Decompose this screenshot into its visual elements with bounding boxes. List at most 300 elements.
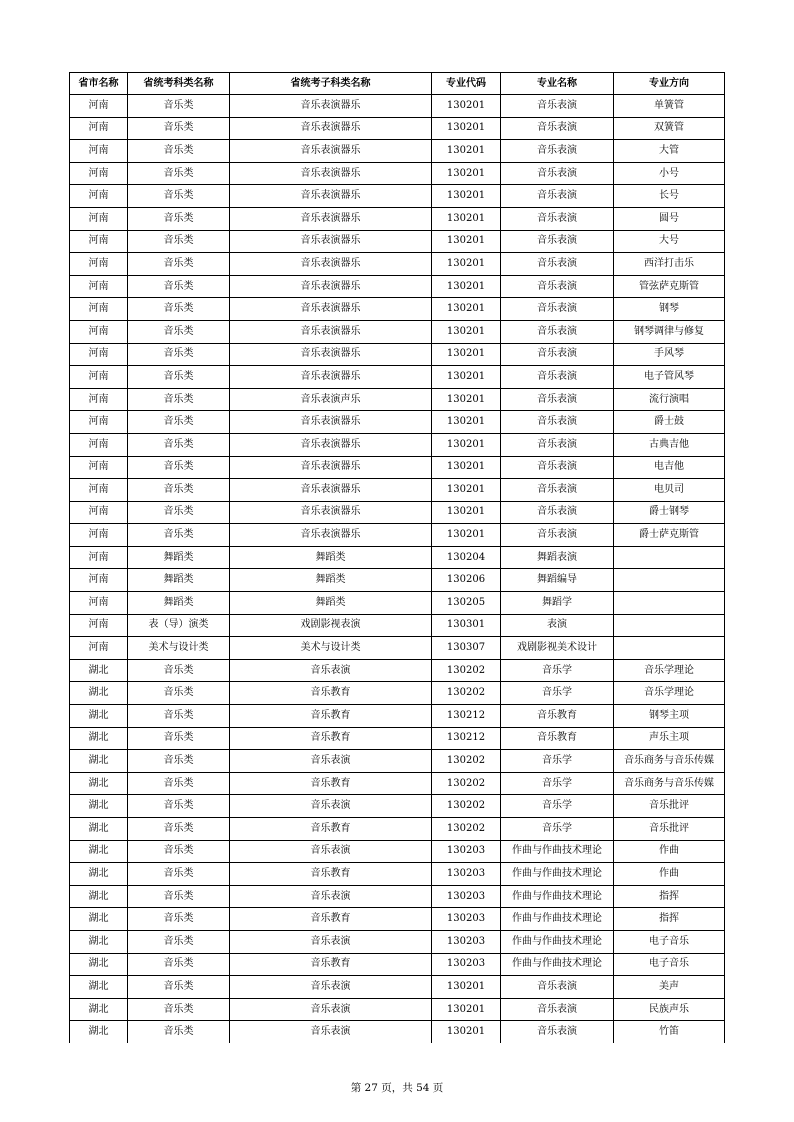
table-row	[70, 95, 725, 118]
cell-exam-subcategory: 音乐教育	[230, 705, 432, 728]
table-header-row	[70, 73, 725, 95]
table-row	[70, 343, 725, 366]
cell-major-direction: 电子管风琴	[614, 366, 725, 389]
cell-major-name: 音乐学	[501, 750, 614, 773]
cell-exam-subcategory: 音乐表演	[230, 840, 432, 863]
cell-major-direction: 单簧管	[614, 95, 725, 118]
cell-province: 河南	[70, 592, 128, 615]
cell-exam-subcategory: 音乐教育	[230, 908, 432, 931]
cell-major-direction: 钢琴调律与修复	[614, 320, 725, 343]
cell-major-direction	[614, 614, 725, 637]
table-row	[70, 953, 725, 976]
cell-major-direction: 作曲	[614, 840, 725, 863]
cell-exam-subcategory: 音乐教育	[230, 863, 432, 886]
cell-exam-category: 音乐类	[128, 162, 230, 185]
cell-exam-category: 音乐类	[128, 117, 230, 140]
cell-major-code: 130201	[432, 207, 501, 230]
cell-major-direction: 管弦萨克斯管	[614, 275, 725, 298]
cell-exam-category: 音乐类	[128, 524, 230, 547]
cell-exam-subcategory: 音乐表演器乐	[230, 433, 432, 456]
cell-major-direction: 音乐批评	[614, 818, 725, 841]
cell-exam-subcategory: 音乐教育	[230, 682, 432, 705]
cell-major-code: 130201	[432, 433, 501, 456]
cell-major-direction: 电吉他	[614, 456, 725, 479]
cell-major-code: 130201	[432, 388, 501, 411]
header-major-name: 专业名称	[501, 73, 614, 95]
cell-major-name: 音乐学	[501, 682, 614, 705]
cell-major-direction	[614, 546, 725, 569]
cell-exam-category: 美术与设计类	[128, 637, 230, 660]
cell-exam-subcategory: 音乐表演	[230, 750, 432, 773]
cell-province: 河南	[70, 433, 128, 456]
cell-exam-category: 音乐类	[128, 501, 230, 524]
cell-exam-subcategory: 音乐表演器乐	[230, 162, 432, 185]
cell-province: 湖北	[70, 750, 128, 773]
cell-exam-category: 音乐类	[128, 818, 230, 841]
cell-major-name: 音乐表演	[501, 230, 614, 253]
cell-major-code: 130301	[432, 614, 501, 637]
table-row	[70, 479, 725, 502]
cell-major-name: 音乐表演	[501, 253, 614, 276]
cell-major-direction: 爵士鼓	[614, 411, 725, 434]
cell-major-name: 音乐表演	[501, 433, 614, 456]
cell-major-code: 130201	[432, 185, 501, 208]
cell-exam-subcategory: 音乐表演	[230, 998, 432, 1021]
cell-province: 湖北	[70, 1021, 128, 1043]
cell-province: 湖北	[70, 659, 128, 682]
cell-major-code: 130201	[432, 1021, 501, 1043]
admissions-table	[69, 72, 725, 1043]
cell-province: 湖北	[70, 863, 128, 886]
table-row	[70, 298, 725, 321]
table-row	[70, 818, 725, 841]
cell-province: 河南	[70, 117, 128, 140]
cell-major-direction: 圆号	[614, 207, 725, 230]
cell-major-direction: 作曲	[614, 863, 725, 886]
table-row	[70, 140, 725, 163]
cell-exam-category: 音乐类	[128, 885, 230, 908]
cell-province: 河南	[70, 253, 128, 276]
table-row	[70, 366, 725, 389]
cell-major-direction: 指挥	[614, 908, 725, 931]
table-row	[70, 682, 725, 705]
cell-major-name: 舞蹈表演	[501, 546, 614, 569]
cell-exam-category: 音乐类	[128, 207, 230, 230]
cell-major-direction: 钢琴	[614, 298, 725, 321]
cell-major-name: 音乐表演	[501, 998, 614, 1021]
cell-exam-category: 舞蹈类	[128, 569, 230, 592]
cell-major-name: 音乐表演	[501, 95, 614, 118]
cell-major-code: 130202	[432, 772, 501, 795]
table-row	[70, 998, 725, 1021]
cell-province: 河南	[70, 95, 128, 118]
cell-exam-category: 音乐类	[128, 930, 230, 953]
cell-exam-subcategory: 舞蹈类	[230, 569, 432, 592]
cell-province: 河南	[70, 524, 128, 547]
cell-major-name: 音乐学	[501, 818, 614, 841]
cell-exam-category: 音乐类	[128, 140, 230, 163]
cell-exam-category: 音乐类	[128, 659, 230, 682]
cell-major-code: 130202	[432, 795, 501, 818]
cell-major-direction: 手风琴	[614, 343, 725, 366]
cell-exam-category: 音乐类	[128, 976, 230, 999]
cell-major-code: 130203	[432, 953, 501, 976]
header-province: 省市名称	[70, 73, 128, 95]
cell-major-name: 音乐表演	[501, 1021, 614, 1043]
cell-exam-subcategory: 音乐表演器乐	[230, 275, 432, 298]
table-row	[70, 772, 725, 795]
cell-exam-category: 音乐类	[128, 253, 230, 276]
table-body	[70, 95, 725, 1043]
cell-major-direction: 双簧管	[614, 117, 725, 140]
cell-exam-subcategory: 戏剧影视表演	[230, 614, 432, 637]
cell-major-name: 音乐表演	[501, 501, 614, 524]
page-number: 第 27 页，共 54 页	[350, 1082, 444, 1094]
cell-major-code: 130201	[432, 275, 501, 298]
table-row	[70, 162, 725, 185]
cell-province: 河南	[70, 185, 128, 208]
cell-major-direction: 音乐学理论	[614, 682, 725, 705]
cell-province: 湖北	[70, 795, 128, 818]
cell-major-direction	[614, 569, 725, 592]
cell-province: 湖北	[70, 772, 128, 795]
cell-exam-subcategory: 音乐教育	[230, 953, 432, 976]
cell-major-code: 130201	[432, 298, 501, 321]
cell-province: 湖北	[70, 953, 128, 976]
cell-province: 河南	[70, 230, 128, 253]
cell-exam-subcategory: 音乐表演器乐	[230, 411, 432, 434]
cell-major-direction: 爵士钢琴	[614, 501, 725, 524]
cell-major-code: 130201	[432, 343, 501, 366]
header-major-direction: 专业方向	[614, 73, 725, 95]
cell-major-direction: 音乐商务与音乐传媒	[614, 772, 725, 795]
cell-major-code: 130203	[432, 863, 501, 886]
cell-province: 河南	[70, 162, 128, 185]
cell-province: 湖北	[70, 818, 128, 841]
cell-major-code: 130203	[432, 908, 501, 931]
table-row	[70, 524, 725, 547]
cell-major-direction: 长号	[614, 185, 725, 208]
cell-exam-subcategory: 音乐表演器乐	[230, 207, 432, 230]
cell-province: 湖北	[70, 727, 128, 750]
cell-major-code: 130201	[432, 479, 501, 502]
cell-major-name: 音乐学	[501, 659, 614, 682]
table-row	[70, 411, 725, 434]
table-row	[70, 908, 725, 931]
cell-exam-subcategory: 音乐表演器乐	[230, 456, 432, 479]
cell-exam-subcategory: 音乐教育	[230, 818, 432, 841]
cell-province: 河南	[70, 275, 128, 298]
cell-province: 河南	[70, 298, 128, 321]
cell-exam-subcategory: 音乐表演器乐	[230, 320, 432, 343]
cell-major-name: 音乐表演	[501, 479, 614, 502]
cell-exam-category: 音乐类	[128, 953, 230, 976]
table-row	[70, 863, 725, 886]
cell-exam-subcategory: 音乐表演器乐	[230, 501, 432, 524]
table-row	[70, 592, 725, 615]
cell-major-code: 130212	[432, 727, 501, 750]
table-row	[70, 885, 725, 908]
cell-exam-subcategory: 音乐表演器乐	[230, 253, 432, 276]
cell-exam-subcategory: 音乐表演器乐	[230, 366, 432, 389]
cell-major-code: 130201	[432, 976, 501, 999]
cell-province: 河南	[70, 546, 128, 569]
cell-province: 湖北	[70, 705, 128, 728]
cell-exam-subcategory: 音乐表演	[230, 659, 432, 682]
cell-major-code: 130201	[432, 95, 501, 118]
cell-province: 河南	[70, 343, 128, 366]
cell-major-name: 作曲与作曲技术理论	[501, 840, 614, 863]
cell-exam-category: 音乐类	[128, 795, 230, 818]
cell-major-code: 130202	[432, 750, 501, 773]
cell-exam-subcategory: 音乐表演器乐	[230, 343, 432, 366]
cell-exam-subcategory: 音乐表演器乐	[230, 524, 432, 547]
cell-exam-subcategory: 音乐表演	[230, 795, 432, 818]
cell-major-direction: 流行演唱	[614, 388, 725, 411]
table-row	[70, 546, 725, 569]
cell-exam-subcategory: 舞蹈类	[230, 546, 432, 569]
cell-major-name: 音乐表演	[501, 275, 614, 298]
cell-major-direction: 大号	[614, 230, 725, 253]
cell-major-name: 音乐表演	[501, 140, 614, 163]
cell-major-direction: 大管	[614, 140, 725, 163]
cell-major-code: 130201	[432, 117, 501, 140]
cell-exam-category: 音乐类	[128, 366, 230, 389]
cell-exam-subcategory: 音乐教育	[230, 772, 432, 795]
cell-major-direction	[614, 637, 725, 660]
cell-province: 河南	[70, 614, 128, 637]
table-row	[70, 1021, 725, 1043]
cell-exam-category: 音乐类	[128, 411, 230, 434]
cell-exam-category: 表（导）演类	[128, 614, 230, 637]
cell-exam-category: 音乐类	[128, 682, 230, 705]
cell-province: 湖北	[70, 976, 128, 999]
cell-major-code: 130201	[432, 253, 501, 276]
cell-province: 河南	[70, 637, 128, 660]
cell-province: 湖北	[70, 998, 128, 1021]
cell-exam-category: 音乐类	[128, 840, 230, 863]
cell-major-name: 音乐学	[501, 772, 614, 795]
cell-exam-subcategory: 音乐表演声乐	[230, 388, 432, 411]
cell-exam-category: 音乐类	[128, 727, 230, 750]
cell-major-code: 130201	[432, 998, 501, 1021]
cell-major-direction: 音乐批评	[614, 795, 725, 818]
cell-major-direction: 小号	[614, 162, 725, 185]
cell-exam-category: 舞蹈类	[128, 592, 230, 615]
cell-exam-category: 音乐类	[128, 456, 230, 479]
cell-exam-category: 音乐类	[128, 705, 230, 728]
cell-major-direction: 音乐学理论	[614, 659, 725, 682]
cell-major-code: 130206	[432, 569, 501, 592]
cell-province: 河南	[70, 320, 128, 343]
cell-exam-category: 音乐类	[128, 185, 230, 208]
cell-province: 湖北	[70, 930, 128, 953]
cell-major-code: 130201	[432, 162, 501, 185]
cell-major-direction: 古典吉他	[614, 433, 725, 456]
cell-major-direction: 爵士萨克斯管	[614, 524, 725, 547]
table-row	[70, 117, 725, 140]
cell-major-code: 130201	[432, 320, 501, 343]
cell-exam-category: 音乐类	[128, 95, 230, 118]
cell-major-code: 130212	[432, 705, 501, 728]
cell-major-name: 音乐表演	[501, 343, 614, 366]
cell-province: 湖北	[70, 682, 128, 705]
cell-province: 河南	[70, 140, 128, 163]
cell-major-name: 音乐表演	[501, 117, 614, 140]
cell-province: 河南	[70, 207, 128, 230]
cell-exam-subcategory: 音乐表演	[230, 885, 432, 908]
cell-major-direction: 美声	[614, 976, 725, 999]
cell-province: 河南	[70, 366, 128, 389]
cell-major-name: 音乐教育	[501, 727, 614, 750]
cell-exam-category: 音乐类	[128, 320, 230, 343]
cell-province: 湖北	[70, 840, 128, 863]
cell-major-name: 音乐表演	[501, 976, 614, 999]
cell-major-name: 音乐表演	[501, 524, 614, 547]
cell-major-code: 130201	[432, 230, 501, 253]
table-row	[70, 275, 725, 298]
cell-major-direction: 竹笛	[614, 1021, 725, 1043]
header-exam-subcategory: 省统考子科类名称	[230, 73, 432, 95]
cell-major-code: 130203	[432, 930, 501, 953]
table-row	[70, 795, 725, 818]
cell-major-code: 130201	[432, 501, 501, 524]
cell-exam-category: 音乐类	[128, 433, 230, 456]
cell-province: 河南	[70, 456, 128, 479]
table-row	[70, 456, 725, 479]
cell-exam-subcategory: 音乐表演	[230, 976, 432, 999]
cell-major-name: 音乐表演	[501, 162, 614, 185]
cell-major-direction: 西洋打击乐	[614, 253, 725, 276]
cell-major-direction: 钢琴主项	[614, 705, 725, 728]
cell-exam-subcategory: 美术与设计类	[230, 637, 432, 660]
cell-province: 河南	[70, 411, 128, 434]
table-row	[70, 705, 725, 728]
cell-exam-category: 音乐类	[128, 772, 230, 795]
cell-major-code: 130202	[432, 659, 501, 682]
table-row	[70, 930, 725, 953]
cell-major-code: 130201	[432, 366, 501, 389]
cell-exam-category: 音乐类	[128, 750, 230, 773]
table-row	[70, 840, 725, 863]
cell-major-code: 130204	[432, 546, 501, 569]
cell-major-name: 音乐表演	[501, 207, 614, 230]
cell-province: 河南	[70, 388, 128, 411]
table-row	[70, 569, 725, 592]
cell-exam-subcategory: 音乐表演器乐	[230, 95, 432, 118]
cell-exam-subcategory: 音乐表演	[230, 930, 432, 953]
cell-major-code: 130203	[432, 885, 501, 908]
cell-major-code: 130202	[432, 682, 501, 705]
cell-exam-category: 音乐类	[128, 863, 230, 886]
cell-major-name: 音乐表演	[501, 320, 614, 343]
table-row	[70, 207, 725, 230]
cell-exam-subcategory: 音乐表演器乐	[230, 230, 432, 253]
cell-major-code: 130201	[432, 524, 501, 547]
cell-major-code: 130202	[432, 818, 501, 841]
cell-major-code: 130201	[432, 411, 501, 434]
cell-exam-category: 音乐类	[128, 230, 230, 253]
cell-major-direction: 声乐主项	[614, 727, 725, 750]
cell-major-name: 音乐表演	[501, 456, 614, 479]
cell-major-direction: 指挥	[614, 885, 725, 908]
cell-major-direction	[614, 592, 725, 615]
table-row	[70, 388, 725, 411]
cell-major-name: 作曲与作曲技术理论	[501, 863, 614, 886]
cell-major-name: 音乐教育	[501, 705, 614, 728]
cell-major-name: 表演	[501, 614, 614, 637]
cell-major-name: 音乐表演	[501, 411, 614, 434]
cell-major-name: 舞蹈学	[501, 592, 614, 615]
cell-major-name: 作曲与作曲技术理论	[501, 885, 614, 908]
table-row	[70, 253, 725, 276]
cell-exam-subcategory: 音乐表演器乐	[230, 298, 432, 321]
cell-exam-category: 音乐类	[128, 343, 230, 366]
cell-major-name: 音乐表演	[501, 185, 614, 208]
header-major-code: 专业代码	[432, 73, 501, 95]
cell-exam-category: 音乐类	[128, 998, 230, 1021]
table-row	[70, 659, 725, 682]
table-row	[70, 433, 725, 456]
table-row	[70, 976, 725, 999]
cell-major-code: 130205	[432, 592, 501, 615]
cell-major-name: 舞蹈编导	[501, 569, 614, 592]
table-row	[70, 320, 725, 343]
table-row	[70, 750, 725, 773]
cell-exam-category: 音乐类	[128, 388, 230, 411]
cell-exam-category: 音乐类	[128, 298, 230, 321]
cell-major-direction: 音乐商务与音乐传媒	[614, 750, 725, 773]
header-exam-category: 省统考科类名称	[128, 73, 230, 95]
cell-exam-subcategory: 音乐表演器乐	[230, 479, 432, 502]
cell-major-name: 作曲与作曲技术理论	[501, 908, 614, 931]
cell-exam-category: 舞蹈类	[128, 546, 230, 569]
cell-province: 湖北	[70, 908, 128, 931]
cell-province: 湖北	[70, 885, 128, 908]
table-row	[70, 614, 725, 637]
cell-exam-subcategory: 音乐教育	[230, 727, 432, 750]
cell-exam-category: 音乐类	[128, 1021, 230, 1043]
cell-province: 河南	[70, 569, 128, 592]
cell-major-code: 130307	[432, 637, 501, 660]
cell-exam-subcategory: 音乐表演器乐	[230, 117, 432, 140]
cell-exam-category: 音乐类	[128, 479, 230, 502]
cell-major-code: 130203	[432, 840, 501, 863]
table-row	[70, 185, 725, 208]
cell-province: 河南	[70, 479, 128, 502]
cell-major-direction: 民族声乐	[614, 998, 725, 1021]
table-row	[70, 230, 725, 253]
cell-major-name: 作曲与作曲技术理论	[501, 930, 614, 953]
cell-major-name: 音乐表演	[501, 366, 614, 389]
cell-exam-category: 音乐类	[128, 908, 230, 931]
cell-major-name: 音乐表演	[501, 298, 614, 321]
table-row	[70, 727, 725, 750]
cell-major-direction: 电贝司	[614, 479, 725, 502]
table-row	[70, 637, 725, 660]
cell-exam-subcategory: 舞蹈类	[230, 592, 432, 615]
cell-exam-subcategory: 音乐表演器乐	[230, 185, 432, 208]
cell-major-direction: 电子音乐	[614, 953, 725, 976]
cell-major-name: 音乐学	[501, 795, 614, 818]
cell-exam-subcategory: 音乐表演器乐	[230, 140, 432, 163]
cell-major-direction: 电子音乐	[614, 930, 725, 953]
cell-exam-subcategory: 音乐表演	[230, 1021, 432, 1043]
cell-major-name: 音乐表演	[501, 388, 614, 411]
cell-exam-category: 音乐类	[128, 275, 230, 298]
cell-major-name: 作曲与作曲技术理论	[501, 953, 614, 976]
cell-province: 河南	[70, 501, 128, 524]
